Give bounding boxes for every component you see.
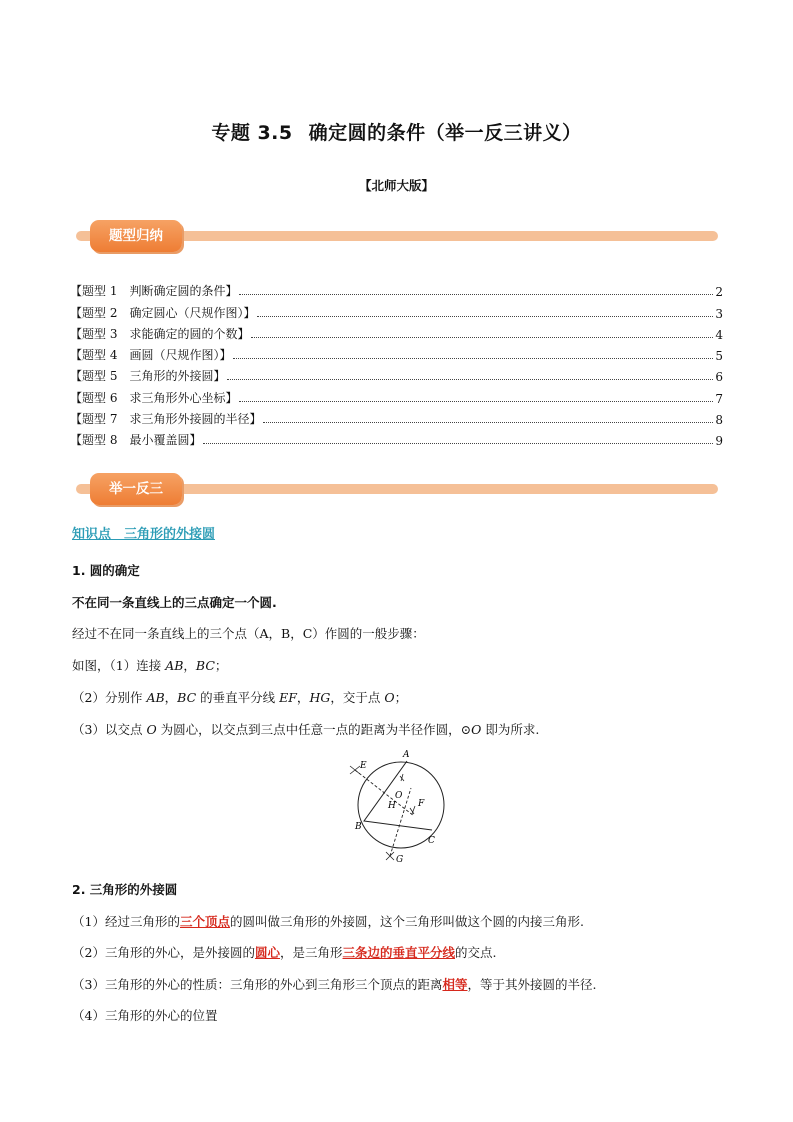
- label-o: O: [395, 791, 403, 801]
- knowledge-point-heading: 知识点 三角形的外接圆: [72, 527, 216, 542]
- toc-leader: [257, 302, 713, 317]
- toc-page: 2: [715, 285, 723, 300]
- toc-label: 【题型 7 求三角形外接圆的半径】: [70, 412, 262, 427]
- toc-item[interactable]: [70, 299, 723, 320]
- banner-tab: [90, 473, 182, 505]
- practice-banner: [76, 473, 718, 505]
- circumcircle-figure: [340, 748, 452, 866]
- banner-title: 题型归纳: [109, 228, 163, 244]
- definition-line-2: （2）三角形的外心，是外接圆的圆心，是三角形三条边的垂直平分线的交点.: [72, 945, 497, 960]
- definition-line-1: （1）经过三角形的三个顶点的圆叫做三角形的外接圆，这个三角形叫做这个圆的内接三角形.: [72, 914, 584, 929]
- banner-tab: [90, 220, 182, 252]
- definition-line-4: （4）三角形的外心的位置: [72, 1008, 218, 1023]
- highlight-term: 三条边的垂直平分线: [342, 945, 456, 960]
- toc-item[interactable]: [70, 321, 723, 342]
- toc-page: 4: [715, 327, 723, 342]
- step-3: （3）以交点 O 为圆心，以交点到三点中任意一点的距离为半径作圆，⊙O 即为所求.: [72, 722, 540, 737]
- section-heading: 1. 圆的确定: [72, 563, 140, 578]
- toc-item[interactable]: [70, 278, 723, 299]
- step-1: 如图，（1）连接 AB，BC；: [72, 658, 228, 673]
- title-name: 确定圆的条件（举一反三讲义）: [308, 122, 582, 144]
- highlight-term: 三个顶点: [179, 914, 230, 929]
- table-of-contents: [70, 278, 723, 448]
- summary-banner: [76, 220, 718, 252]
- toc-item[interactable]: [70, 384, 723, 405]
- toc-page: 6: [715, 370, 723, 385]
- toc-label: 【题型 2 确定圆心（尺规作图）】: [70, 305, 256, 320]
- steps-intro: 经过不在同一条直线上的三个点（A，B，C）作圆的一般步骤：: [72, 626, 425, 641]
- toc-label: 【题型 6 求三角形外心坐标】: [70, 390, 238, 405]
- toc-leader: [239, 387, 713, 402]
- section-heading: 2. 三角形的外接圆: [72, 882, 178, 897]
- toc-leader: [203, 429, 713, 444]
- definition-line-3: （3）三角形的外心的性质：三角形的外心到三角形三个顶点的距离相等，等于其外接圆的半径.: [72, 977, 597, 992]
- toc-page: 9: [715, 434, 723, 449]
- toc-page: 3: [715, 306, 723, 321]
- page-title: [0, 118, 793, 145]
- toc-item[interactable]: [70, 427, 723, 448]
- step-2: （2）分别作 AB，BC 的垂直平分线 EF，HG，交于点 O；: [72, 690, 408, 705]
- toc-label: 【题型 5 三角形的外接圆】: [70, 369, 226, 384]
- label-b: B: [355, 822, 362, 832]
- toc-item[interactable]: [70, 342, 723, 363]
- toc-page: 7: [715, 391, 723, 406]
- rule-statement: 不在同一条直线上的三点确定一个圆.: [72, 595, 277, 610]
- toc-label: 【题型 8 最小覆盖圆】: [70, 433, 202, 448]
- toc-leader: [251, 323, 713, 338]
- toc-leader: [227, 365, 713, 380]
- label-g: G: [396, 855, 404, 865]
- highlight-term: 圆心: [254, 945, 280, 960]
- toc-label: 【题型 4 画圆（尺规作图）】: [70, 348, 232, 363]
- title-topic: 专题 3.5: [211, 122, 293, 144]
- edition-label: 【北师大版】: [358, 178, 434, 193]
- toc-leader: [233, 344, 713, 359]
- toc-page: 8: [715, 413, 723, 428]
- toc-leader: [263, 408, 713, 423]
- toc-leader: [239, 280, 713, 295]
- label-c: C: [428, 836, 435, 846]
- label-h: H: [388, 801, 396, 811]
- label-e: E: [360, 761, 367, 771]
- toc-item[interactable]: [70, 406, 723, 427]
- highlight-term: 相等: [442, 977, 468, 992]
- label-a: A: [403, 750, 410, 760]
- toc-label: 【题型 1 判断确定圆的条件】: [70, 284, 238, 299]
- label-f: F: [418, 799, 425, 809]
- toc-label: 【题型 3 求能确定的圆的个数】: [70, 326, 250, 341]
- toc-page: 5: [715, 349, 723, 364]
- toc-item[interactable]: [70, 363, 723, 384]
- banner-title: 举一反三: [109, 481, 163, 497]
